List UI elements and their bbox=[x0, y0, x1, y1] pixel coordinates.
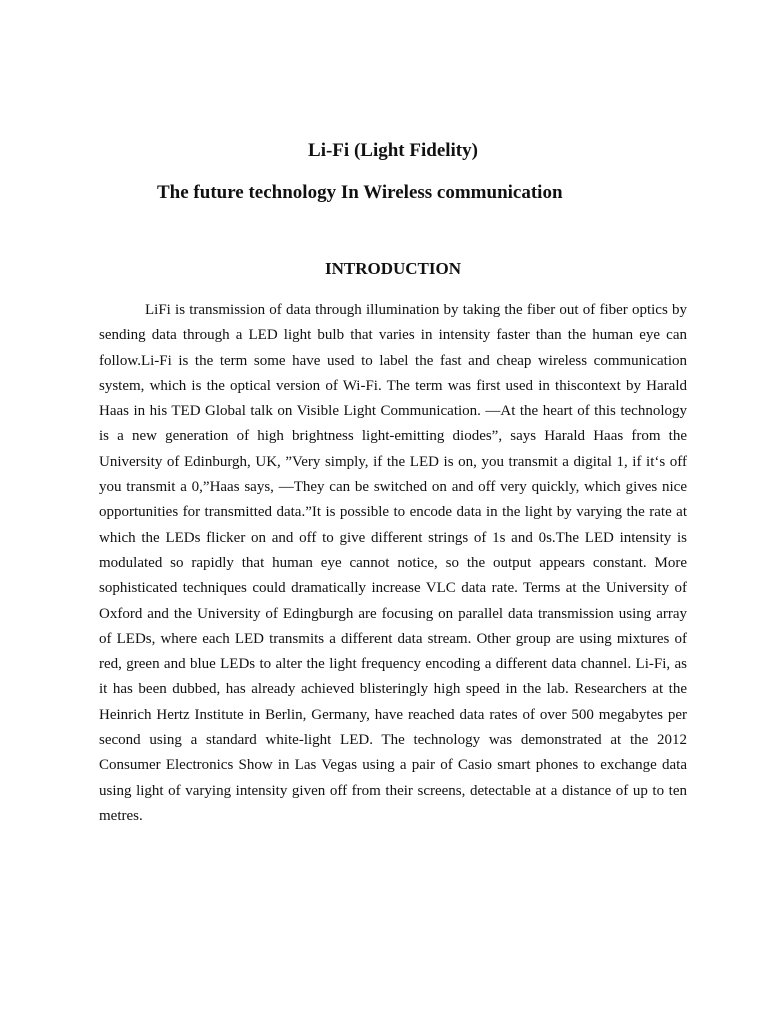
document-title: Li-Fi (Light Fidelity) bbox=[308, 140, 478, 161]
document-subtitle: The future technology In Wireless communication bbox=[157, 182, 563, 203]
introduction-paragraph: LiFi is transmission of data through illumination by taking the fiber out of fiber optics by sending data through a LED light bulb that varies in intensity faster than the human eye can follow.Li-Fi is the term some have used to label the fast and cheap wireless communication system, which is the optical version of Wi-Fi. The term was first used in thiscontext by Harald Haas in his TED Global talk on Visible Light Communication. —At the heart of this technology is a new generation of high brightness light-emitting diodes”, says Harald Haas from the University of Edinburgh, UK, ”Very simply, if the LED is on, you transmit a digital 1, if it‘s off you transmit a 0,”Haas says, —They can be switched on and off very quickly, which gives nice opportunities for transmitted data.”It is possible to encode data in the light by varying the rate at which the LEDs flicker on and off to give different strings of 1s and 0s.The LED intensity is modulated so rapidly that human eye cannot notice, so the output appears constant. More sophisticated techniques could dramatically increase VLC data rate. Terms at the University of Oxford and the University of Edingburgh are focusing on parallel data transmission using array of LEDs, where each LED transmits a different data stream. Other group are using mixtures of red, green and blue LEDs to alter the light frequency encoding a different data channel. Li-Fi, as it has been dubbed, has already achieved blisteringly high speed in the lab. Researchers at the Heinrich Hertz Institute in Berlin, Germany, have reached data rates of over 500 megabytes per second using a standard white-light LED. The technology was demonstrated at the 2012 Consumer Electronics Show in Las Vegas using a pair of Casio smart phones to exchange data using light of varying intensity given off from their screens, detectable at a distance of up to ten metres. bbox=[99, 302, 687, 824]
section-heading: INTRODUCTION bbox=[324, 259, 462, 278]
